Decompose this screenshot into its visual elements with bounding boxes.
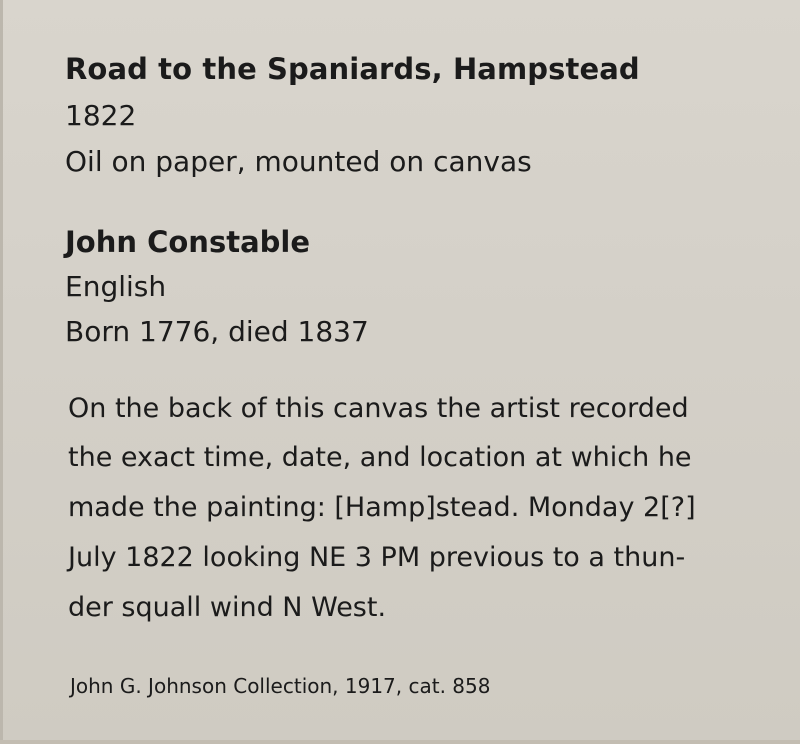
artist-lifespan: Born 1776, died 1837 [65, 315, 369, 348]
collection-credit: John G. Johnson Collection, 1917, cat. 858 [70, 674, 491, 698]
left-card-edge [0, 0, 3, 744]
artist-name: John Constable [65, 225, 311, 259]
description-line: made the painting: [Hamp]stead. Monday 2[?] [68, 492, 696, 523]
bottom-card-edge [0, 740, 800, 744]
artist-nationality: English [65, 270, 167, 303]
description-line: July 1822 looking NE 3 PM previous to a thun- [68, 542, 686, 573]
artwork-title: Road to the Spaniards, Hampstead [65, 52, 640, 86]
description-line: der squall wind N West. [68, 592, 387, 623]
description-line: On the back of this canvas the artist recorded [68, 393, 689, 424]
artwork-year: 1822 [65, 99, 137, 132]
artwork-medium: Oil on paper, mounted on canvas [65, 145, 532, 178]
description-line: the exact time, date, and location at which he [68, 442, 692, 473]
